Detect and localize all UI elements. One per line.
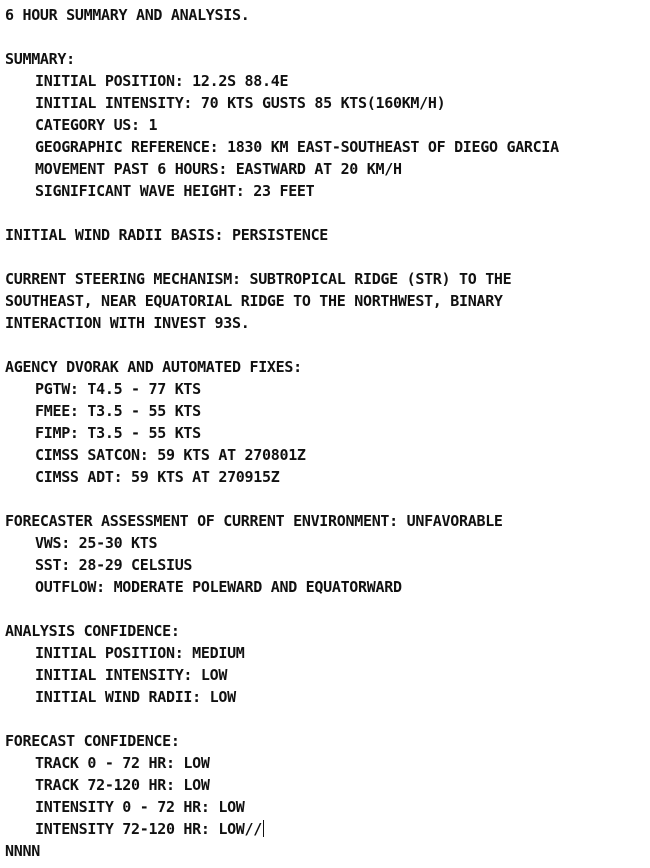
summary-initial-position: INITIAL POSITION: 12.2S 88.4E xyxy=(35,72,289,90)
environment-vws: VWS: 25-30 KTS xyxy=(35,534,158,552)
analysis-confidence-position: INITIAL POSITION: MEDIUM xyxy=(35,644,245,662)
fix-cimss-satcon: CIMSS SATCON: 59 KTS AT 270801Z xyxy=(35,446,306,464)
steering-line-3: INTERACTION WITH INVEST 93S. xyxy=(5,314,250,332)
fix-fmee: FMEE: T3.5 - 55 KTS xyxy=(35,402,201,420)
environment-sst: SST: 28-29 CELSIUS xyxy=(35,556,193,574)
steering-line-1: CURRENT STEERING MECHANISM: SUBTROPICAL RIDGE (STR) TO THE xyxy=(5,270,512,288)
blank-line xyxy=(5,246,648,268)
forecast-confidence-track-72-120: TRACK 72-120 HR: LOW xyxy=(35,776,210,794)
blank-line xyxy=(5,202,648,224)
forecast-confidence-intensity-72-120: INTENSITY 72-120 HR: LOW// xyxy=(35,820,263,838)
blank-line xyxy=(5,598,648,620)
analysis-confidence-heading: ANALYSIS CONFIDENCE: xyxy=(5,622,180,640)
blank-line xyxy=(5,488,648,510)
bulletin-header: 6 HOUR SUMMARY AND ANALYSIS. xyxy=(5,6,250,24)
summary-movement: MOVEMENT PAST 6 HOURS: EASTWARD AT 20 KM/H xyxy=(35,160,402,178)
forecast-confidence-track-0-72: TRACK 0 - 72 HR: LOW xyxy=(35,754,210,772)
summary-geographic-reference: GEOGRAPHIC REFERENCE: 1830 KM EAST-SOUTHEAST OF DIEGO GARCIA xyxy=(35,138,559,156)
forecast-confidence-heading: FORECAST CONFIDENCE: xyxy=(5,732,180,750)
fix-fimp: FIMP: T3.5 - 55 KTS xyxy=(35,424,201,442)
environment-heading: FORECASTER ASSESSMENT OF CURRENT ENVIRONMENT: UNFAVORABLE xyxy=(5,512,503,530)
summary-heading: SUMMARY: xyxy=(5,50,75,68)
fix-pgtw: PGTW: T4.5 - 77 KTS xyxy=(35,380,201,398)
blank-line xyxy=(5,334,648,356)
blank-line xyxy=(5,708,648,730)
summary-category: CATEGORY US: 1 xyxy=(35,116,158,134)
forecast-confidence-intensity-0-72: INTENSITY 0 - 72 HR: LOW xyxy=(35,798,245,816)
environment-outflow: OUTFLOW: MODERATE POLEWARD AND EQUATORWARD xyxy=(35,578,402,596)
bulletin-text[interactable] xyxy=(5,4,648,862)
fix-cimss-adt: CIMSS ADT: 59 KTS AT 270915Z xyxy=(35,468,280,486)
fixes-heading: AGENCY DVORAK AND AUTOMATED FIXES: xyxy=(5,358,302,376)
wind-radii-basis: INITIAL WIND RADII BASIS: PERSISTENCE xyxy=(5,226,329,244)
analysis-confidence-intensity: INITIAL INTENSITY: LOW xyxy=(35,666,228,684)
blank-line xyxy=(5,26,648,48)
bulletin-footer: NNNN xyxy=(5,842,40,860)
analysis-confidence-wind-radii: INITIAL WIND RADII: LOW xyxy=(35,688,236,706)
summary-initial-intensity: INITIAL INTENSITY: 70 KTS GUSTS 85 KTS(160KM/H) xyxy=(35,94,446,112)
summary-wave-height: SIGNIFICANT WAVE HEIGHT: 23 FEET xyxy=(35,182,315,200)
steering-line-2: SOUTHEAST, NEAR EQUATORIAL RIDGE TO THE NORTHWEST, BINARY xyxy=(5,292,503,310)
forecast-confidence-intensity-72-120-row xyxy=(5,818,648,840)
text-cursor xyxy=(263,820,264,837)
